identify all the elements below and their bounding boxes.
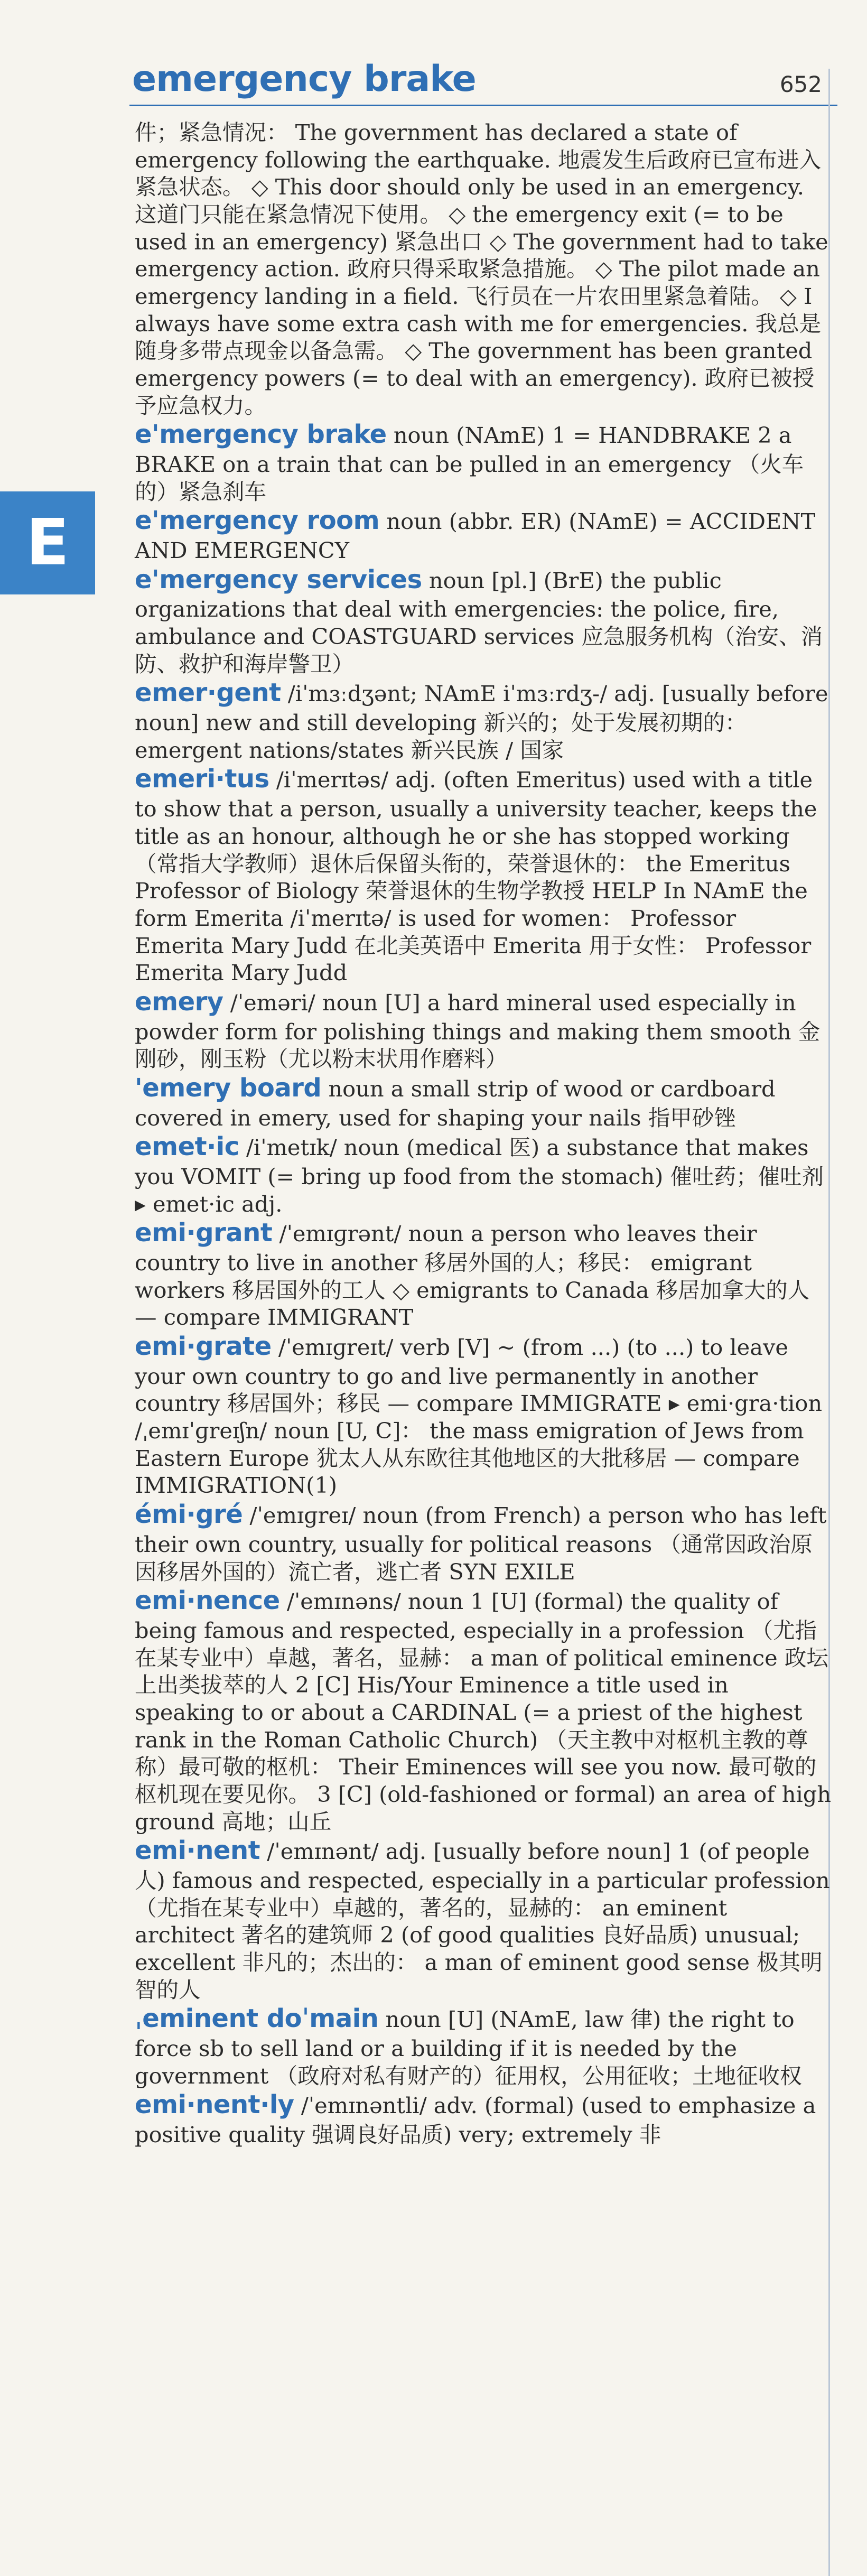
entry-body: /ˈemɪnənt/ adj. [usually before noun] 1 (of people 人) famous and respected, especially in a particular profession （尤指在某专业中）卓越的，著名的，显赫的： an eminent architect 著名的建筑师 2 (of good qualities 良好品质) unusual; excellent 非凡的；杰出的： a man of eminent good sense 极其明智的人: [135, 1838, 830, 2003]
headword: emi·nence: [135, 1586, 280, 1616]
entry-eminent: [135, 1835, 832, 2003]
entry-eminently: [135, 2089, 832, 2148]
entry-eminence: [135, 1585, 832, 1835]
headword: e'mergency services: [135, 564, 422, 594]
header-rule: [129, 105, 837, 106]
entry-emery: [135, 987, 832, 1073]
entry-body: /ˈeməri/ noun [U] a hard mineral used especially in powder form for polishing things and making them smooth 金刚砂，刚玉粉（尤以粉末状用作磨料）: [135, 989, 821, 1072]
page-number: 652: [779, 71, 822, 97]
headword: ˌeminent doˈmain: [135, 2004, 379, 2034]
entry-body: noun [U] (NAmE, law 律) the right to force sb to sell land or a building if it is needed by the government （政府对私有财产的）征用权，公用征收；土地征收权: [135, 2006, 802, 2089]
headword: emi·nent: [135, 1836, 260, 1866]
entry-body: noun a small strip of wood or cardboard covered in emery, used for shaping your nails 指甲砂锉: [135, 1075, 776, 1131]
entry-body: /ˈemɪɡrənt/ noun a person who leaves their country to live in another 移居外国的人；移民： emigrant workers 移居国外的工人 ◇ emigrants to Canada 移居加拿大的人 — compare IMMIGRANT: [135, 1221, 810, 1331]
headword: emet·ic: [135, 1132, 239, 1162]
entry-emergent: [135, 677, 832, 764]
entry-body: noun (abbr. ER) (NAmE) = ACCIDENT AND EMERGENCY: [135, 508, 816, 564]
headword: emi·grate: [135, 1332, 272, 1362]
entry-eminent-domain: [135, 2003, 832, 2089]
headword: 'emery board: [135, 1073, 322, 1103]
entry-body: /ˈemɪɡreɪ/ noun (from French) a person who has left their own country, usually for political reasons （通常因政治原因移居外国的）流亡者，逃亡者 SYN EXILE: [135, 1502, 827, 1585]
entry-emergency-services: [135, 564, 832, 678]
entry-emeritus: [135, 764, 832, 986]
headword: emeri·tus: [135, 764, 269, 794]
entry-emigre: [135, 1499, 832, 1585]
entry-body: 件；紧急情况： The government has declared a state of emergency following the earthquake. 地震发生后政府已宣布进入紧急状态。 ◇ This door should only be used in an emergency. 这道门只能在紧急情况下使用。 ◇ the emergency exit (= to be used in an emergency) 紧急出口 ◇ The government had to take emergency action. 政府只得采取紧急措施。 ◇ The pilot made an emergency landing in a field. 飞行员在一片农田里紧急着陆。 ◇ I always have some extra cash with me for emergencies. 我总是随身多带点现金以备急需。 ◇ The government has been granted emergency powers (= to deal with an emergency). 政府已被授予应急权力。: [135, 119, 828, 419]
entry-body: /ˈemɪnəns/ noun 1 [U] (formal) the quality of being famous and respected, especially in a profession （尤指在某专业中）卓越，著名，显赫： a man of political eminence 政坛上出类拔萃的人 2 [C] His/Your Eminence a title used in speaking to or about a CARDINAL (= a priest of the highest rank in the Roman Catholic Church) （天主教中对枢机主教的尊称）最可敬的枢机： Their Eminences will see you now. 最可敬的枢机现在要见你。 3 [C] (old-fashioned or formal) an area of high ground 高地；山丘: [135, 1588, 832, 1835]
headword: e'mergency brake: [135, 420, 387, 450]
entry-body: /ˈemɪɡreɪt/ verb [V] ~ (from ...) (to ...) to leave your own country to go and live permanently in another country 移居国外；移民 — compare IMMIGRATE ▸ emi·gra·tion /ˌemɪˈɡreɪʃn/ noun [U, C]： the mass emigration of Jews from Eastern Europe 犹太人从东欧往其他地区的大批移居 — compare IMMIGRATION(1): [135, 1334, 823, 1499]
dictionary-column: [135, 119, 832, 2149]
entry-body: /ˈemɪnəntli/ adv. (formal) (used to emphasize a positive quality 强调良好品质) very; extremely 非: [135, 2093, 816, 2147]
headword: émi·gré: [135, 1500, 243, 1530]
entry-body: noun (NAmE) 1 = HANDBRAKE 2 a BRAKE on a train that can be pulled in an emergency （火车的）紧急刹车: [135, 422, 804, 505]
entry-emetic: [135, 1131, 832, 1217]
entry-emigrate: [135, 1331, 832, 1499]
running-head: emergency brake: [132, 58, 476, 100]
thumb-index-tab: E: [0, 491, 95, 594]
entry-emigrant: [135, 1217, 832, 1331]
entry-emergency-brake: [135, 419, 832, 505]
entry-body: /iˈmɜːdʒənt; NAmE iˈmɜːrdʒ-/ adj. [usually before noun] new and still developing 新兴的；处于发展初期的： emergent nations/states 新兴民族 / 国家: [135, 681, 828, 763]
entry-body: /iˈmetɪk/ noun (medical 医) a substance that makes you VOMIT (= bring up food from the stomach) 催吐药；催吐剂 ▸ emet·ic adj.: [135, 1134, 824, 1217]
page-header: [0, 0, 867, 122]
headword: e'mergency room: [135, 506, 380, 536]
entry-emery-board: [135, 1073, 832, 1131]
entry-body: noun [pl.] (BrE) the public organizations that deal with emergencies: the police, fire, ambulance and COASTGUARD services 应急服务机构（治安、消防、救护和海岸警卫）: [135, 567, 823, 677]
headword: emer·gent: [135, 678, 281, 708]
headword: emi·grant: [135, 1218, 273, 1248]
headword: emi·nent·ly: [135, 2090, 294, 2120]
headword: emery: [135, 987, 223, 1017]
entry-continuation: [135, 119, 832, 419]
entry-emergency-room: [135, 505, 832, 564]
entry-body: /iˈmerɪtəs/ adj. (often Emeritus) used with a title to show that a person, usually a university teacher, keeps the title as an honour, although he or she has stopped working （常指大学教师）退休后保留头衔的，荣誉退休的： the Emeritus Professor of Biology 荣誉退休的生物学教授 HELP In NAmE the form Emerita /iˈmerɪtə/ is used for women： Professor Emerita Mary Judd 在北美英语中 Emerita 用于女性： Professor Emerita Mary Judd: [135, 767, 817, 986]
